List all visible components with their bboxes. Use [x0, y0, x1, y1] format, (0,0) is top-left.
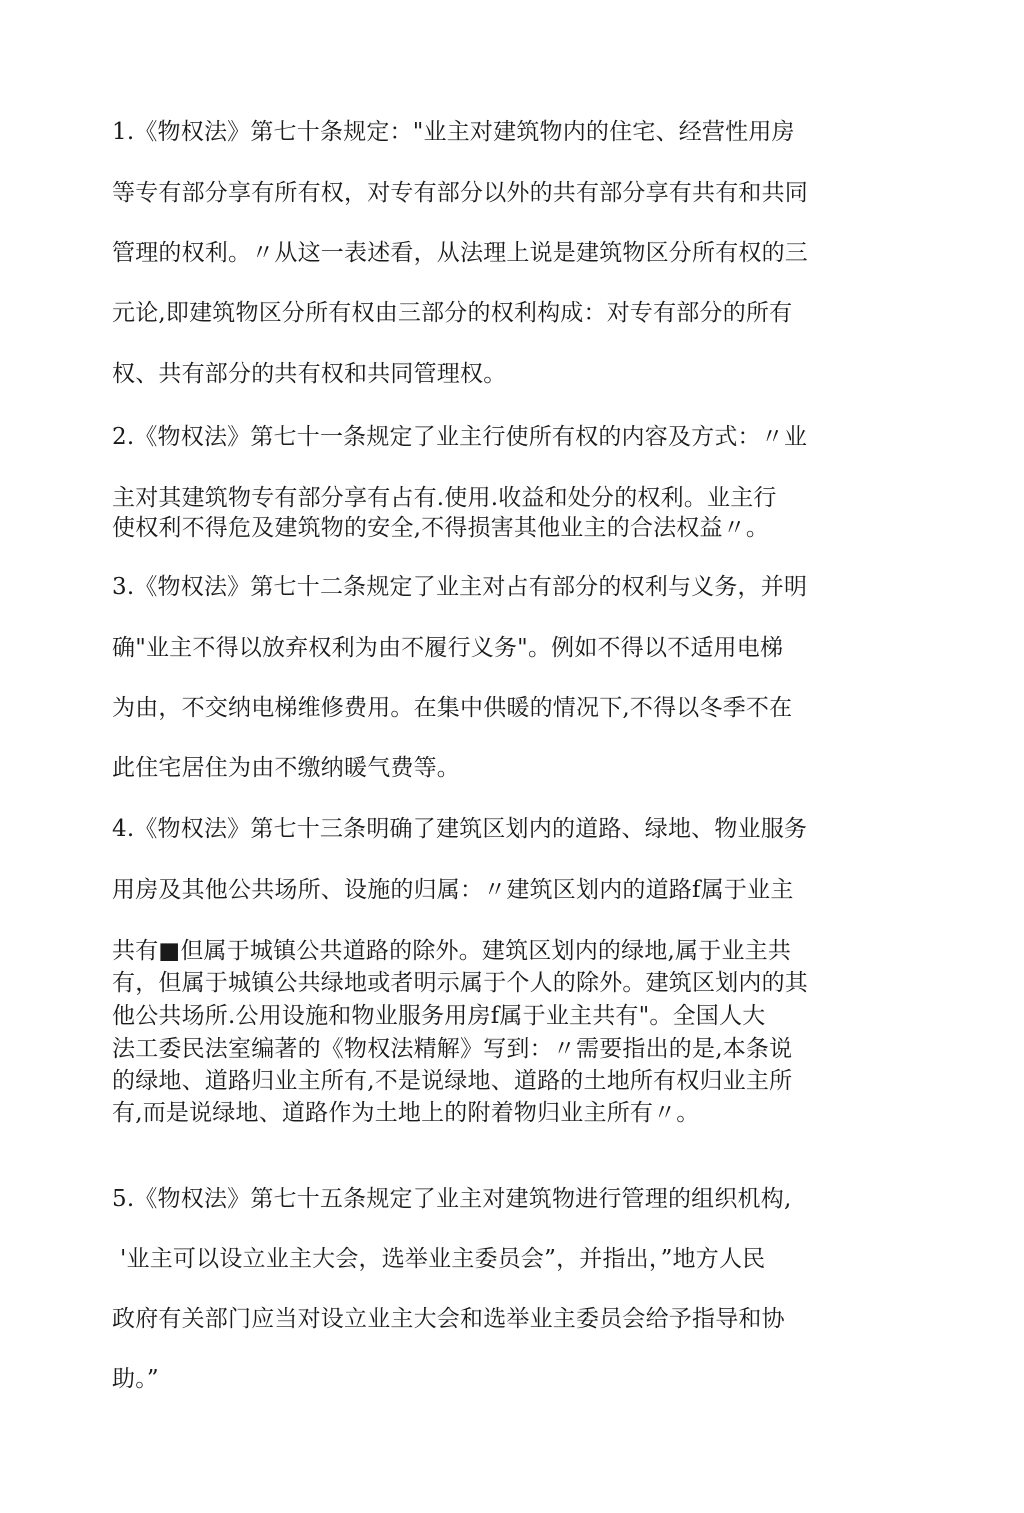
paragraph-3-line-1: 3.《物权法》第七十二条规定了业主对占有部分的权利与义务，并明	[112, 574, 808, 600]
paragraph-1-line-2: 等专有部分享有所有权，对专有部分以外的共有部分享有共有和共同	[112, 180, 808, 206]
paragraph-5-line-3: 政府有关部门应当对设立业主大会和选举业主委员会给予指导和协	[112, 1306, 785, 1332]
paragraph-1-line-3: 管理的权利。〃从这一表述看，从法理上说是建筑物区分所有权的三	[112, 240, 808, 266]
paragraph-2-line-3: 使权利不得危及建筑物的安全,不得损害其他业主的合法权益〃。	[112, 515, 770, 541]
paragraph-4-line-4: 有，但属于城镇公共绿地或者明示属于个人的除外。建筑区划内的其	[112, 970, 808, 996]
paragraph-3-line-2: 确"业主不得以放弃权利为由不履行义务"。例如不得以不适用电梯	[112, 635, 784, 661]
paragraph-2-line-1: 2.《物权法》第七十一条规定了业主行使所有权的内容及方式：〃业	[112, 424, 808, 450]
paragraph-4-line-3: 共有■但属于城镇公共道路的除外。建筑区划内的绿地,属于业主共	[112, 938, 792, 964]
paragraph-2-line-2: 主对其建筑物专有部分享有占有.使用.收益和处分的权利。业主行	[112, 485, 777, 511]
paragraph-5-line-2: '业主可以设立业主大会，选举业主委员会”，并指出，”地方人民	[120, 1246, 766, 1272]
paragraph-4-line-6: 法工委民法室编著的《物权法精解》写到：〃需要指出的是,本条说	[112, 1036, 793, 1062]
paragraph-5-line-1: 5.《物权法》第七十五条规定了业主对建筑物进行管理的组织机构,	[112, 1186, 792, 1212]
paragraph-5-line-4: 助。”	[112, 1366, 159, 1392]
paragraph-1-line-5: 权、共有部分的共有权和共同管理权。	[112, 361, 507, 387]
paragraph-4-line-5: 他公共场所.公用设施和物业服务用房f属于业主共有"。全国人大	[112, 1003, 766, 1029]
paragraph-4-line-1: 4.《物权法》第七十三条明确了建筑区划内的道路、绿地、物业服务	[112, 816, 808, 842]
paragraph-3-line-4: 此住宅居住为由不缴纳暖气费等。	[112, 755, 460, 781]
paragraph-1-line-1: 1.《物权法》第七十条规定："业主对建筑物内的住宅、经营性用房	[112, 119, 795, 145]
paragraph-4-line-8: 有,而是说绿地、道路作为土地上的附着物归业主所有〃。	[112, 1100, 700, 1126]
paragraph-1-line-4: 元论,即建筑物区分所有权由三部分的权利构成：对专有部分的所有	[112, 300, 793, 326]
paragraph-4-line-7: 的绿地、道路归业主所有,不是说绿地、道路的土地所有权归业主所	[112, 1068, 793, 1094]
paragraph-4-line-2: 用房及其他公共场所、设施的归属：〃建筑区划内的道路f属于业主	[112, 877, 794, 903]
paragraph-3-line-3: 为由，不交纳电梯维修费用。在集中供暖的情况下,不得以冬季不在	[112, 695, 793, 721]
